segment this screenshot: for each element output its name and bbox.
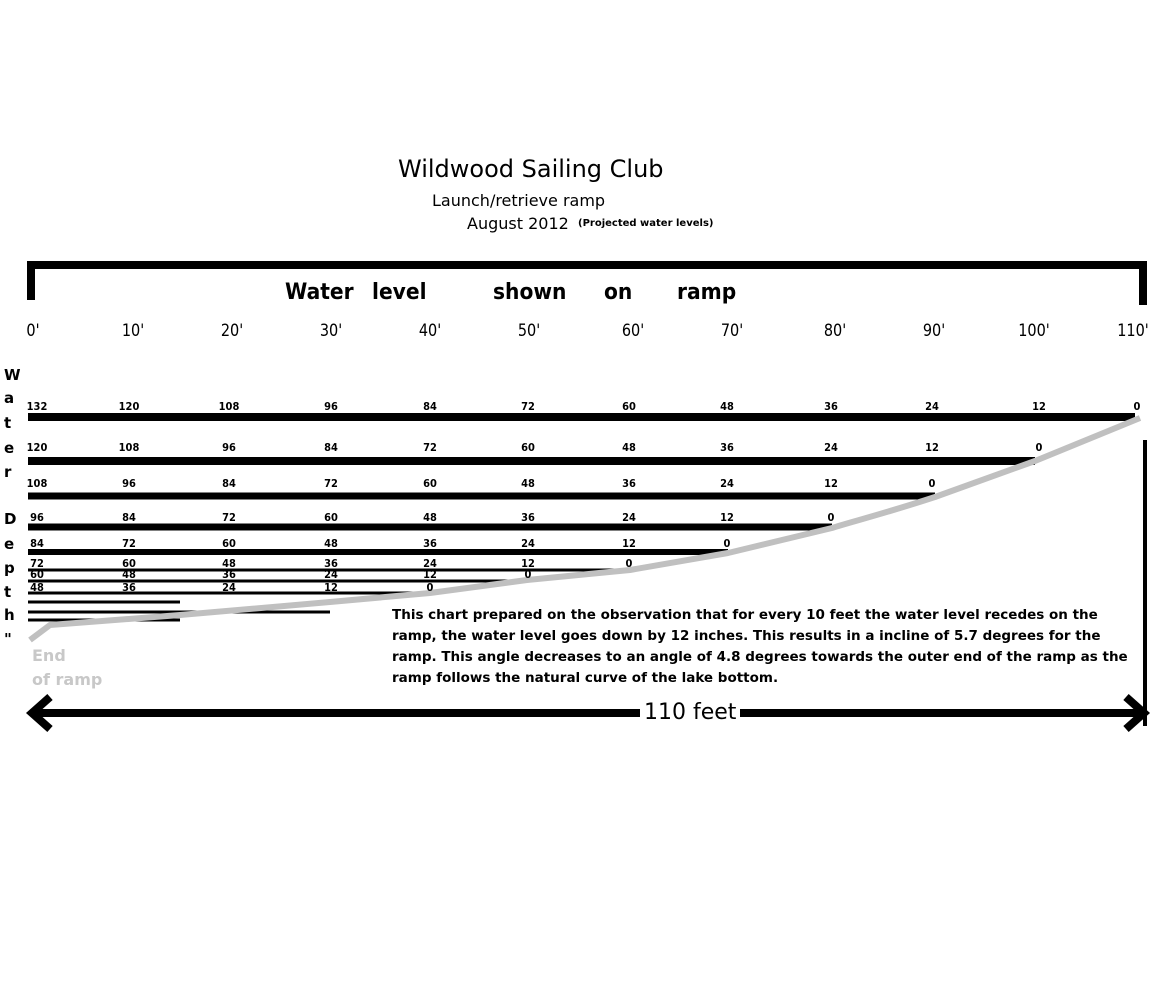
column-label: 80' <box>823 321 847 341</box>
end-label: End <box>32 646 66 665</box>
depth-value: 48 <box>423 511 437 524</box>
top-bracket <box>31 265 1143 305</box>
depth-value: 108 <box>118 441 140 454</box>
depth-value: 48 <box>122 568 136 581</box>
depth-value: 12 <box>824 477 838 490</box>
depth-value: 48 <box>222 557 236 570</box>
depth-value: 72 <box>222 511 236 524</box>
depth-value: 36 <box>423 537 437 550</box>
column-label: 20' <box>220 321 244 341</box>
depth-value: 60 <box>423 477 437 490</box>
depth-value: 60 <box>122 557 136 570</box>
vertical-label-letter: a <box>4 389 15 407</box>
vertical-label-letter: e <box>4 439 15 457</box>
depth-value: 12 <box>622 537 636 550</box>
vertical-label-letter: r <box>4 463 12 481</box>
depth-value: 24 <box>324 568 338 581</box>
vertical-label-letter: D <box>4 510 17 528</box>
column-label: 90' <box>922 321 946 341</box>
column-label: 110' <box>1117 321 1149 341</box>
depth-value: 84 <box>30 537 44 550</box>
depth-value: 108 <box>26 477 48 490</box>
depth-value: 48 <box>622 441 636 454</box>
vertical-label-letter: p <box>4 559 15 577</box>
vertical-label-letter: W <box>4 366 21 384</box>
column-label: 0' <box>26 321 40 341</box>
depth-value: 60 <box>622 400 636 413</box>
column-label: 60' <box>621 321 645 341</box>
depth-value: 84 <box>122 511 136 524</box>
header-word: on <box>604 280 633 305</box>
depth-value: 60 <box>222 537 236 550</box>
depth-value: 48 <box>521 477 535 490</box>
depth-value: 48 <box>30 581 44 594</box>
header-word: ramp <box>677 280 737 305</box>
depth-value: 48 <box>324 537 338 550</box>
depth-value: 24 <box>423 557 437 570</box>
depth-value: 60 <box>521 441 535 454</box>
depth-value: 0 <box>723 537 731 550</box>
column-label: 40' <box>418 321 442 341</box>
depth-value: 36 <box>720 441 734 454</box>
subtitle: Launch/retrieve ramp <box>432 191 606 210</box>
depth-value: 60 <box>324 511 338 524</box>
depth-value: 96 <box>30 511 44 524</box>
depth-value: 72 <box>30 557 44 570</box>
end-label-2: of ramp <box>32 670 103 689</box>
depth-value: 0 <box>524 568 532 581</box>
depth-value: 24 <box>925 400 939 413</box>
depth-value: 120 <box>26 441 48 454</box>
depth-value: 96 <box>122 477 136 490</box>
depth-value: 0 <box>827 511 835 524</box>
depth-value: 36 <box>824 400 838 413</box>
depth-value: 24 <box>622 511 636 524</box>
vertical-label-letter: t <box>4 583 12 601</box>
depth-value: 0 <box>426 581 434 594</box>
depth-value: 72 <box>324 477 338 490</box>
depth-value: 24 <box>222 581 236 594</box>
date-note: (Projected water levels) <box>578 218 714 229</box>
header-word: shown <box>493 280 567 305</box>
depth-value: 12 <box>720 511 734 524</box>
explanation-note: This chart prepared on the observation that for every 10 feet the water level recedes on the ramp, the water level goes down by 12 inches. This results in a incline of 5.7 degrees for the ramp. This angle decreases to an angle of 4.8 degrees towards the outer end of the ramp as the ramp follows the natural curve of the lake bottom. <box>392 607 1128 686</box>
depth-value: 36 <box>521 511 535 524</box>
depth-value: 12 <box>1032 400 1046 413</box>
depth-value: 36 <box>122 581 136 594</box>
depth-value: 36 <box>222 568 236 581</box>
vertical-label-letter: t <box>4 414 12 432</box>
length-label: 110 feet <box>640 700 740 725</box>
column-label: 30' <box>319 321 343 341</box>
depth-value: 12 <box>423 568 437 581</box>
depth-value: 0 <box>928 477 936 490</box>
depth-value: 120 <box>118 400 140 413</box>
vertical-label-letter: e <box>4 535 15 553</box>
depth-value: 0 <box>625 557 633 570</box>
depth-value: 72 <box>423 441 437 454</box>
depth-value: 84 <box>222 477 236 490</box>
title: Wildwood Sailing Club <box>398 155 664 183</box>
depth-value: 132 <box>26 400 48 413</box>
depth-value: 0 <box>1133 400 1141 413</box>
header-word: Water <box>285 280 354 305</box>
depth-value: 36 <box>622 477 636 490</box>
column-label: 70' <box>720 321 744 341</box>
depth-value: 84 <box>324 441 338 454</box>
depth-value: 12 <box>324 581 338 594</box>
depth-value: 48 <box>720 400 734 413</box>
depth-value: 96 <box>324 400 338 413</box>
depth-value: 12 <box>925 441 939 454</box>
column-label: 10' <box>121 321 145 341</box>
depth-value: 36 <box>324 557 338 570</box>
depth-value: 108 <box>218 400 240 413</box>
depth-value: 72 <box>122 537 136 550</box>
depth-value: 60 <box>30 568 44 581</box>
depth-value: 12 <box>521 557 535 570</box>
depth-value: 24 <box>720 477 734 490</box>
depth-value: 0 <box>1035 441 1043 454</box>
vertical-label-letter: h <box>4 606 15 624</box>
column-label: 100' <box>1018 321 1050 341</box>
column-label: 50' <box>517 321 541 341</box>
depth-value: 24 <box>521 537 535 550</box>
vertical-label-letter: " <box>4 630 12 648</box>
depth-value: 96 <box>222 441 236 454</box>
depth-value: 72 <box>521 400 535 413</box>
header-word: level <box>372 280 427 305</box>
depth-value: 24 <box>824 441 838 454</box>
date: August 2012 <box>467 214 569 233</box>
depth-value: 84 <box>423 400 437 413</box>
